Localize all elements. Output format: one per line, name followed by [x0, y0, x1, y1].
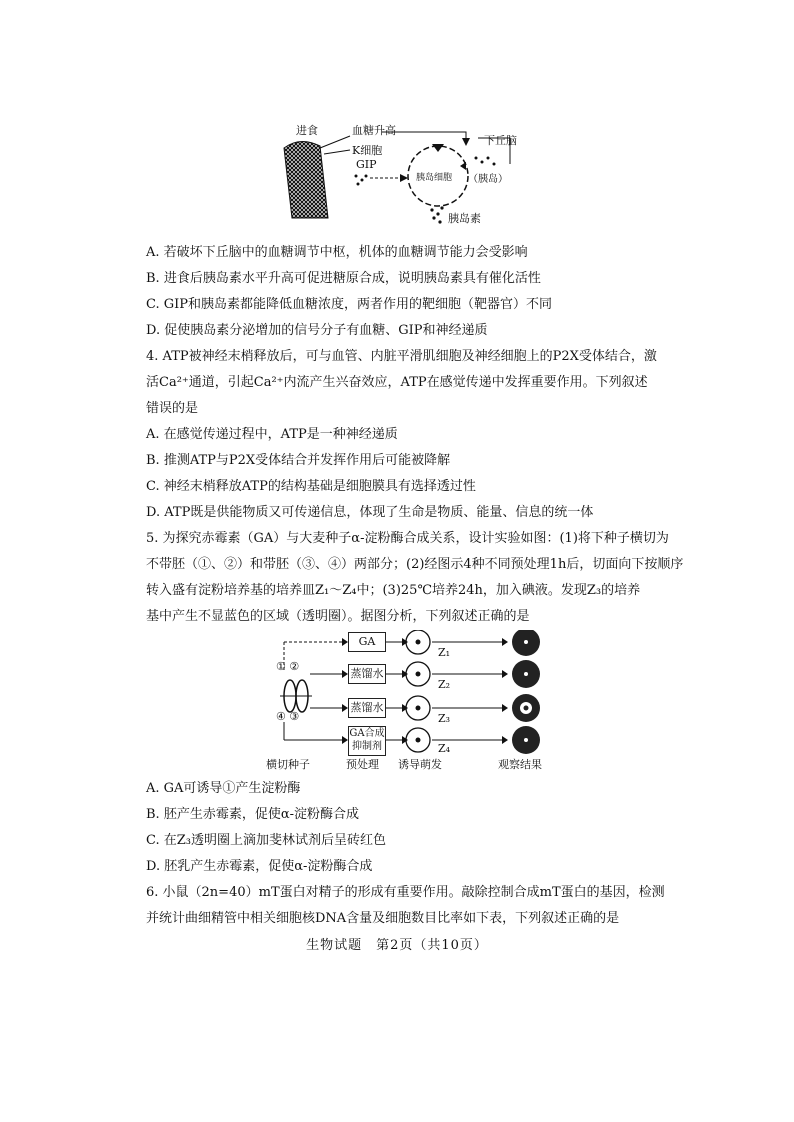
q5-stem-line-2: 不带胚（①、②）和带胚（③、④）两部分；(2)经图示4种不同预处理1h后，切面向下按顺序 — [146, 557, 684, 572]
caption-cut-seed: 横切种子 — [266, 758, 310, 771]
label-k-cell: K细胞 — [352, 144, 383, 157]
q4-stem-line-2: 活Ca²⁺通道，引起Ca²⁺内流产生兴奋效应，ATP在感觉传递中发挥重要作用。下列叙述 — [146, 375, 648, 390]
treatment-box-2: 蒸馏水 — [348, 664, 386, 684]
label-food: 进食 — [296, 124, 318, 137]
q4-stem-line-3: 错误的是 — [146, 401, 199, 416]
q3-option-c: C. GIP和胰岛素都能降低血糖浓度，两者作用的靶细胞（靶器官）不同 — [146, 297, 553, 312]
seed-markers-top: ① ② — [276, 660, 300, 673]
caption-germination: 诱导萌发 — [398, 758, 442, 771]
q3-option-b: B. 进食后胰岛素水平升高可促进糖原合成，说明胰岛素具有催化活性 — [146, 271, 541, 286]
seed-markers-bottom: ④ ③ — [276, 710, 300, 723]
label-hypothalamus: 下丘脑 — [484, 134, 517, 147]
label-blood-sugar: 血糖升高 — [352, 124, 396, 137]
label-islet-paren: （胰岛） — [468, 174, 508, 185]
treatment-box-4: GA合成抑制剂 — [348, 726, 386, 756]
q4-option-d: D. ATP既是供能物质又可传递信息，体现了生命是物质、能量、信息的统一体 — [146, 505, 594, 520]
q5-stem-line-1: 5. 为探究赤霉素（GA）与大麦种子α-淀粉酶合成关系，设计实验如图：(1)将下种子横切为 — [146, 531, 669, 546]
label-insulin: 胰岛素 — [448, 212, 481, 225]
q4-stem-line-1: 4. ATP被神经末梢释放后，可与血管、内脏平滑肌细胞及神经细胞上的P2X受体结合，激 — [146, 349, 657, 364]
q3-option-d: D. 促使胰岛素分泌增加的信号分子有血糖、GIP和神经递质 — [146, 323, 488, 338]
q3-option-a: A. 若破坏下丘脑中的血糖调节中枢，机体的血糖调节能力会受影响 — [146, 245, 528, 260]
caption-observation: 观察结果 — [498, 758, 542, 771]
q5-option-a: A. GA可诱导①产生淀粉酶 — [146, 781, 301, 796]
dish-label-z3: Z₃ — [438, 712, 451, 725]
intestine-shape — [284, 141, 328, 218]
q4-option-a: A. 在感觉传递过程中，ATP是一种神经递质 — [146, 427, 398, 442]
ga-experiment-svg — [262, 630, 562, 770]
q5-stem-line-4: 基中产生不显蓝色的区域（透明圈）。据图分析，下列叙述正确的是 — [146, 609, 530, 624]
label-gip: GIP — [356, 158, 377, 171]
q6-stem-line-1: 6. 小鼠（2n=40）mT蛋白对精子的形成有重要作用。敲除控制合成mT蛋白的基因，检测 — [146, 885, 665, 900]
dish-label-z2: Z₂ — [438, 678, 451, 691]
q5-option-b: B. 胚产生赤霉素，促使α-淀粉酶合成 — [146, 807, 359, 822]
label-islet-cell: 胰岛细胞 — [416, 173, 453, 183]
caption-pretreatment: 预处理 — [346, 758, 379, 771]
figure-blood-sugar-diagram — [270, 118, 530, 228]
q4-option-b: B. 推测ATP与P2X受体结合并发挥作用后可能被降解 — [146, 453, 451, 468]
q5-option-d: D. 胚乳产生赤霉素，促使α-淀粉酶合成 — [146, 859, 373, 874]
page-footer: 生物试题 第2页（共10页） — [306, 938, 488, 953]
treatment-box-3: 蒸馏水 — [348, 698, 386, 718]
dish-label-z1: Z₁ — [438, 646, 451, 659]
q4-option-c: C. 神经末梢释放ATP的结构基础是细胞膜具有选择透过性 — [146, 479, 476, 494]
treatment-box-1: GA — [348, 632, 386, 652]
figure-ga-experiment — [262, 630, 562, 770]
q5-stem-line-3: 转入盛有淀粉培养基的培养皿Z₁～Z₄中；(3)25℃培养24h，加入碘液。发现Z₃的培养 — [146, 583, 641, 598]
dish-label-z4: Z₄ — [438, 742, 451, 755]
q5-option-c: C. 在Z₃透明圈上滴加斐林试剂后呈砖红色 — [146, 833, 386, 848]
q6-stem-line-2: 并统计曲细精管中相关细胞核DNA含量及细胞数目比率如下表，下列叙述正确的是 — [146, 911, 620, 926]
